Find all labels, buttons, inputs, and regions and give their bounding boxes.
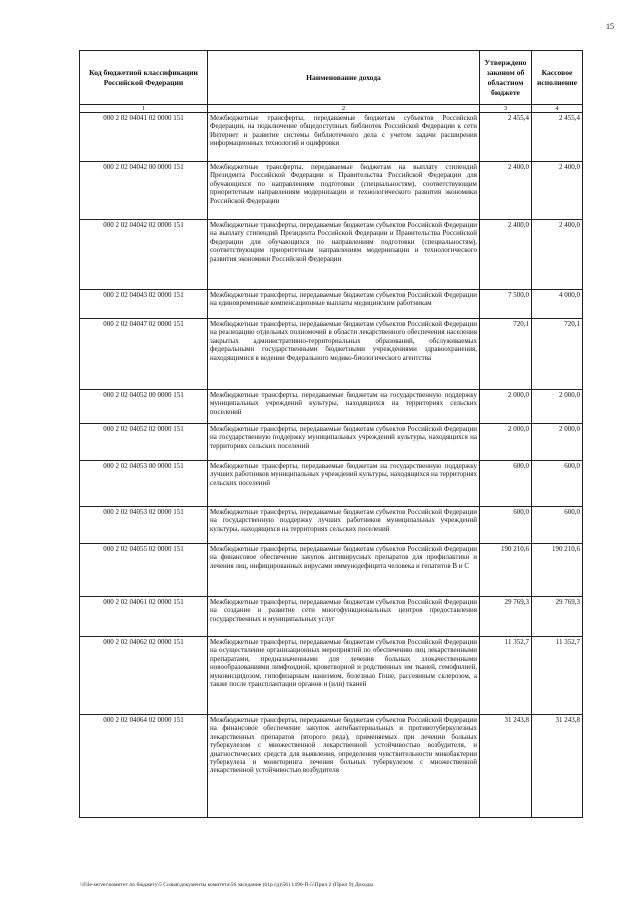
table-row <box>80 162 583 220</box>
row-approved: 2 455,4 <box>480 113 532 162</box>
row-approved: 720,1 <box>480 319 532 390</box>
row-name: Межбюджетные трансферты, передаваемые бюджетам субъектов Российской Федерации на реализацию отдельных полномочий в области лекарственного обеспечения населения закрытых административно-территориальных образований, обслуживаемых федеральными государственными бюджетными учреждениями здравоохранения, находящимися в ведении Федерального медико-биологического агентства <box>208 319 480 390</box>
row-code: 000 2 02 04047 02 0000 151 <box>80 319 208 390</box>
row-approved: 11 352,7 <box>480 637 532 715</box>
row-name: Межбюджетные трансферты, передаваемые бюджетам субъектов Российской Федерации на единовременные компенсационные выплаты медицинским работникам <box>208 290 480 319</box>
row-executed: 2 400,0 <box>532 220 583 290</box>
row-name: Межбюджетные трансферты, передаваемые бюджетам субъектов Российской Федерации на осуществление организационных мероприятий по обеспечению лиц лекарственными препаратами, предназначенными для лечения больных злокачественными новообразованиями лимфоидной, кроветворной и родственных им тканей, гемофилией, муковисцидозом, гипофизарным нанизмом, болезнью Гоше, рассеянным склерозом, а также после трансплантации органов и (или) тканей <box>208 637 480 715</box>
row-code: 000 2 02 04043 02 0000 151 <box>80 290 208 319</box>
row-name: Межбюджетные трансферты, передаваемые бюджетам субъектов Российской Федерации на выплату стипендий Президента Российской Федерации и Правительства Российской Федерации для обучающихся по направлениям подготовки (специальностям), соответствующим приоритетным направлениям модернизации и технологического развития экономики Российской Федерации <box>208 220 480 290</box>
row-name: Межбюджетные трансферты, передаваемые бюджетам субъектов Российской Федерации на финансовое обеспечение закупок антивирусных препаратов для профилактики и лечения лиц, инфицированных вирусами иммунодефицита человека и гепатитов В и С <box>208 544 480 597</box>
table-row <box>80 290 583 319</box>
row-name: Межбюджетные трансферты, передаваемые бюджетам на государственную поддержку лучших работников муниципальных учреждений культуры, находящихся на территориях сельских поселений <box>208 461 480 507</box>
row-approved: 2 400,0 <box>480 220 532 290</box>
row-code: 000 2 02 04053 00 0000 151 <box>80 461 208 507</box>
row-code: 000 2 02 04053 02 0000 151 <box>80 507 208 544</box>
row-executed: 720,1 <box>532 319 583 390</box>
row-name: Межбюджетные трансферты, передаваемые бюджетам субъектов Российской Федерации на создание и развитие сети многофункциональных центров предоставления государственных и муниципальных услуг <box>208 597 480 637</box>
row-name: Межбюджетные трансферты, передаваемые бюджетам субъектов Российской Федерации на государственную поддержку лучших работников муниципальных учреждений культуры, находящихся на территориях сельских поселений <box>208 507 480 544</box>
row-approved: 31 243,8 <box>480 715 532 818</box>
row-code: 000 2 02 04055 02 0000 151 <box>80 544 208 597</box>
row-approved: 2 400,0 <box>480 162 532 220</box>
row-approved: 2 000,0 <box>480 424 532 461</box>
revenue-table <box>79 50 583 818</box>
column-number: 2 <box>208 105 480 113</box>
row-executed: 600,0 <box>532 461 583 507</box>
table-row <box>80 220 583 290</box>
row-executed: 29 769,3 <box>532 597 583 637</box>
table-row <box>80 715 583 818</box>
row-name: Межбюджетные трансферты, передаваемые бюджетам субъектов Российской Федерации, на подключение общедоступных библиотек Российской Федерации к сети Интернет и развитие системы библиотечного дела с учетом задачи расширения информационных технологий и оцифровки <box>208 113 480 162</box>
column-number: 1 <box>80 105 208 113</box>
row-code: 000 2 02 04061 02 0000 151 <box>80 597 208 637</box>
table-row <box>80 461 583 507</box>
table-row <box>80 597 583 637</box>
row-executed: 2 400,0 <box>532 162 583 220</box>
header-name: Наименование дохода <box>208 51 480 105</box>
row-approved: 600,0 <box>480 507 532 544</box>
row-code: 000 2 02 04042 00 0000 151 <box>80 162 208 220</box>
header-code: Код бюджетной классификации Российской Федерации <box>80 51 208 105</box>
row-executed: 600,0 <box>532 507 583 544</box>
row-executed: 4 000,0 <box>532 290 583 319</box>
column-number-row <box>80 105 583 113</box>
column-number: 4 <box>532 105 583 113</box>
row-name: Межбюджетные трансферты, передаваемые бюджетам на государственную поддержку муниципальных учреждений культуры, находящихся на территориях сельских поселений <box>208 390 480 424</box>
header-executed: Кассовое исполнение <box>532 51 583 105</box>
row-code: 000 2 02 04052 02 0000 151 <box>80 424 208 461</box>
row-executed: 11 352,7 <box>532 637 583 715</box>
table-row <box>80 390 583 424</box>
row-approved: 600,0 <box>480 461 532 507</box>
table-row <box>80 507 583 544</box>
row-code: 000 2 02 04042 02 0000 151 <box>80 220 208 290</box>
footer-file-path: \\File-server\комитет по бюджету\5 Созыв\документы комитета\56 заседание (61р.гд)\56) 1490-П-5\Прил 2 (Прил 9) Доходы <box>80 882 374 888</box>
row-executed: 2 455,4 <box>532 113 583 162</box>
row-executed: 31 243,8 <box>532 715 583 818</box>
row-name: Межбюджетные трансферты, передаваемые бюджетам субъектов Российской Федерации на финансовое обеспечение закупок антибактериальных и противотуберкулезных лекарственных препаратов (второго ряда), применяемых при лечении больных туберкулезом с множественной лекарственной устойчивостью возбудителя, и диагностических средств для выявления, определения чувствительности микобактерии туберкулеза и мониторинга лечения больных туберкулезом с множественной лекарственной устойчивостью возбудителя <box>208 715 480 818</box>
table-row <box>80 319 583 390</box>
row-executed: 190 210,6 <box>532 544 583 597</box>
table-body <box>80 113 583 818</box>
header-row <box>80 51 583 105</box>
row-approved: 29 769,3 <box>480 597 532 637</box>
row-code: 000 2 02 04064 02 0000 151 <box>80 715 208 818</box>
row-executed: 2 000,0 <box>532 390 583 424</box>
row-code: 000 2 02 04041 02 0000 151 <box>80 113 208 162</box>
table-row <box>80 113 583 162</box>
table-row <box>80 544 583 597</box>
header-approved: Утверждено законом об областном бюджете <box>480 51 532 105</box>
page-number: 15 <box>606 22 614 31</box>
row-approved: 190 210,6 <box>480 544 532 597</box>
row-name: Межбюджетные трансферты, передаваемые бюджетам субъектов Российской Федерации на государственную поддержку муниципальных учреждений культуры, находящихся на территориях сельских поселений <box>208 424 480 461</box>
column-number: 3 <box>480 105 532 113</box>
table-row <box>80 637 583 715</box>
row-name: Межбюджетные трансферты, передаваемые бюджетам на выплату стипендий Президента Российской Федерации и Правительства Российской Федерации для обучающихся по направлениям подготовки (специальностям), соответствующим приоритетным направлениям модернизации и технологического развития экономики Российской Федерации <box>208 162 480 220</box>
row-approved: 2 000,0 <box>480 390 532 424</box>
row-executed: 2 000,0 <box>532 424 583 461</box>
table-row <box>80 424 583 461</box>
row-approved: 7 500,0 <box>480 290 532 319</box>
row-code: 000 2 02 04052 00 0000 151 <box>80 390 208 424</box>
row-code: 000 2 02 04062 02 0000 151 <box>80 637 208 715</box>
